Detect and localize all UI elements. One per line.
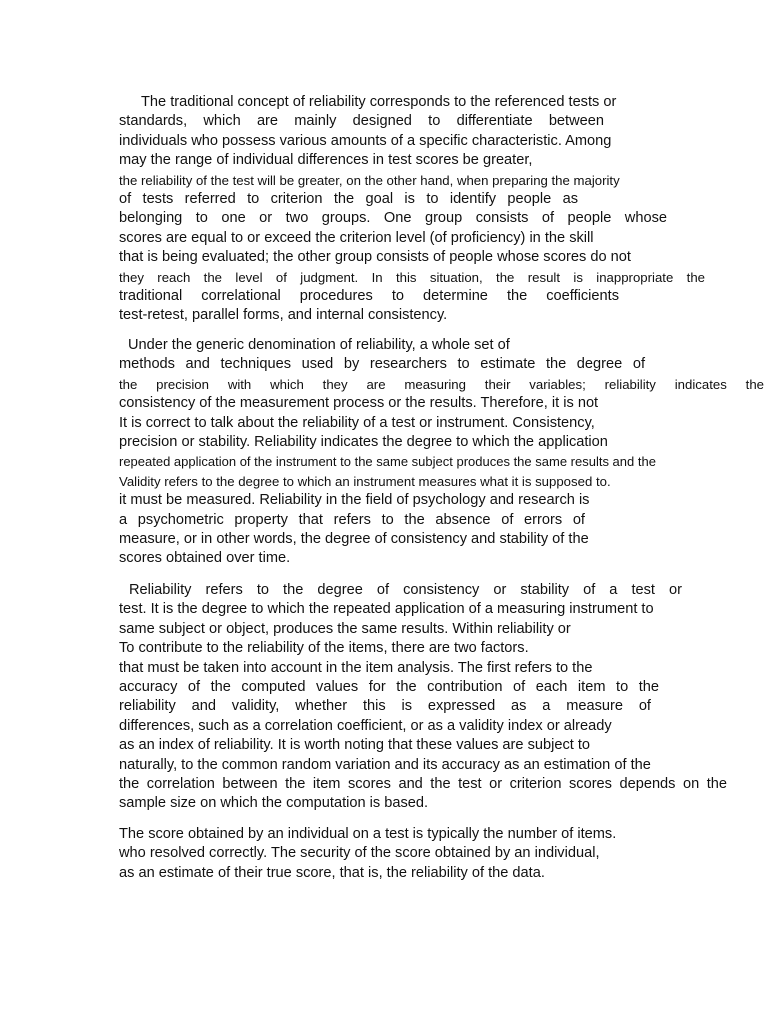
- text-line: that is being evaluated; the other group consists of people whose scores do not: [119, 249, 631, 266]
- text-line: Validity refers to the degree to which an instrument measures what it is supposed to.: [119, 473, 611, 489]
- text-line: repeated application of the instrument to the same subject produces the same results and the: [119, 454, 656, 470]
- text-line: accuracy of the computed values for the contribution of each item to the: [119, 678, 659, 695]
- text-line: reliability and validity, whether this is expressed as a measure of: [119, 698, 651, 715]
- text-line: the reliability of the test will be greater, on the other hand, when preparing the majority: [119, 172, 620, 188]
- text-line: Reliability refers to the degree of consistency or stability of a test or: [129, 582, 682, 598]
- text-line: belonging to one or two groups. One group consists of people whose: [119, 210, 667, 227]
- text-line: sample size on which the computation is based.: [119, 795, 429, 812]
- text-line: differences, such as a correlation coefficient, or as a validity index or already: [119, 717, 612, 734]
- paragraph-3: [119, 581, 727, 814]
- text-line: Under the generic denomination of reliability, a whole set of: [128, 337, 510, 353]
- text-line: It is correct to talk about the reliability of a test or instrument. Consistency,: [119, 414, 595, 431]
- text-line: the correlation between the item scores and the test or criterion scores depends on the: [119, 775, 727, 792]
- paragraph-4: [119, 825, 674, 883]
- text-line: naturally, to the common random variation and its accuracy as an estimation of the: [119, 756, 651, 773]
- text-line: scores obtained over time.: [119, 550, 291, 567]
- text-line: test-retest, parallel forms, and internal consistency.: [119, 307, 448, 324]
- text-line: they reach the level of judgment. In this situation, the result is inappropriate the: [119, 269, 705, 285]
- text-line: of tests referred to criterion the goal is to identify people as: [119, 190, 578, 207]
- text-line: standards, which are mainly designed to differentiate between: [119, 113, 604, 130]
- text-line: it must be measured. Reliability in the field of psychology and research is: [119, 492, 590, 509]
- text-line: that must be taken into account in the item analysis. The first refers to the: [119, 659, 593, 676]
- text-line: same subject or object, produces the same results. Within reliability or: [119, 620, 571, 637]
- text-line: test. It is the degree to which the repeated application of a measuring instrument to: [119, 601, 654, 618]
- text-line: a psychometric property that refers to the absence of errors of: [119, 511, 585, 528]
- text-line: may the range of individual differences in test scores be greater,: [119, 152, 533, 169]
- text-line: scores are equal to or exceed the criterion level (of proficiency) in the skill: [119, 229, 594, 246]
- text-line: who resolved correctly. The security of the score obtained by an individual,: [119, 845, 600, 862]
- text-line: The traditional concept of reliability corresponds to the referenced tests or: [141, 94, 617, 110]
- text-line: as an index of reliability. It is worth noting that these values are subject to: [119, 737, 591, 754]
- text-line: methods and techniques used by researchers to estimate the degree of: [119, 356, 645, 373]
- text-line: as an estimate of their true score, that is, the reliability of the data.: [119, 864, 545, 881]
- text-line: precision or stability. Reliability indicates the degree to which the application: [119, 433, 608, 450]
- paragraph-1: [119, 93, 705, 326]
- text-line: the precision with which they are measuring their variables; reliability indicates the: [119, 376, 764, 392]
- text-line: traditional correlational procedures to determine the coefficients: [119, 287, 619, 304]
- text-line: To contribute to the reliability of the items, there are two factors.: [119, 640, 529, 657]
- text-line: consistency of the measurement process or the results. Therefore, it is not: [119, 395, 599, 412]
- paragraph-2: [119, 336, 764, 569]
- text-line: measure, or in other words, the degree of consistency and stability of the: [119, 530, 589, 547]
- text-line: individuals who possess various amounts of a specific characteristic. Among: [119, 132, 612, 149]
- text-line: The score obtained by an individual on a test is typically the number of items.: [119, 826, 617, 842]
